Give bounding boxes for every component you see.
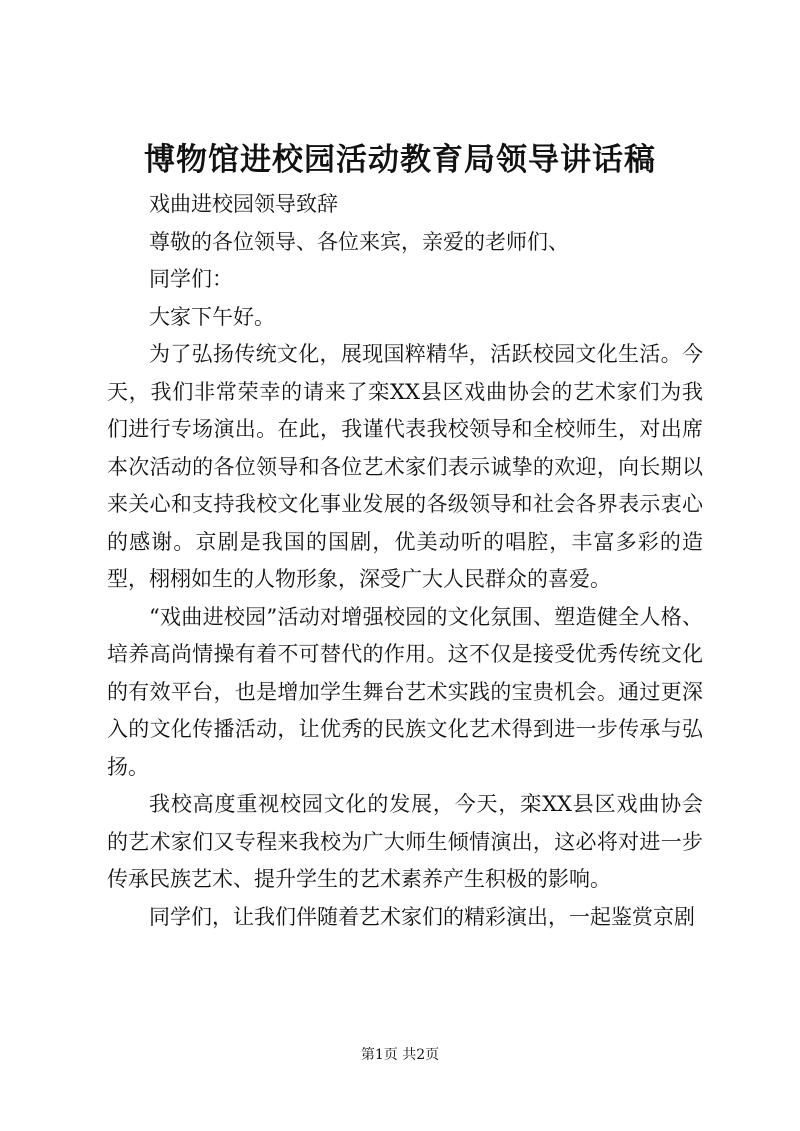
paragraph-salutation: 尊敬的各位领导、各位来宾，亲爱的老师们、 <box>149 229 569 254</box>
paragraph-subtitle: 戏曲进校园领导致辞 <box>149 192 338 216</box>
document-body <box>107 186 703 936</box>
paragraph-body: 为了弘扬传统文化，展现国粹精华，活跃校园文化生活。今天，我们非常荣幸的请来了栾XX县区戏曲协会的艺术家们为我们进行专场演出。在此，我谨代表我校领导和全校师生，对出席本次活动的各位领导和各位艺术家们表示诚挚的欢迎，向长期以来关心和支持我校文化事业发展的各级领导和社会各界表示衷心的感谢。京剧是我国的国剧，优美动听的唱腔，丰富多彩的造型，栩栩如生的人物形象，深受广大人民群众的喜爱。 <box>107 342 703 591</box>
paragraph-body: “戏曲进校园”活动对增强校园的文化氛围、塑造健全人格、培养高尚情操有着不可替代的作用。这不仅是接受优秀传统文化的有效平台，也是增加学生舞台艺术实践的宝贵机会。通过更深入的文化传播活动，让优秀的民族文化艺术得到进一步传承与弘扬。 <box>107 604 703 779</box>
paragraph-body: 我校高度重视校园文化的发展，今天，栾XX县区戏曲协会的艺术家们又专程来我校为广大师生倾情演出，这必将对进一步传承民族艺术、提升学生的艺术素养产生积极的影响。 <box>107 792 703 891</box>
page-footer: 第1页 共2页 <box>360 1047 440 1063</box>
paragraph-body: 同学们，让我们伴随着艺术家们的精彩演出，一起鉴赏京剧 <box>149 904 695 929</box>
paragraph-greeting: 大家下午好。 <box>149 304 275 329</box>
page-title: 博物馆进校园活动教育局领导讲话稿 <box>144 142 656 178</box>
paragraph-salutation-cont: 同学们： <box>149 267 233 291</box>
